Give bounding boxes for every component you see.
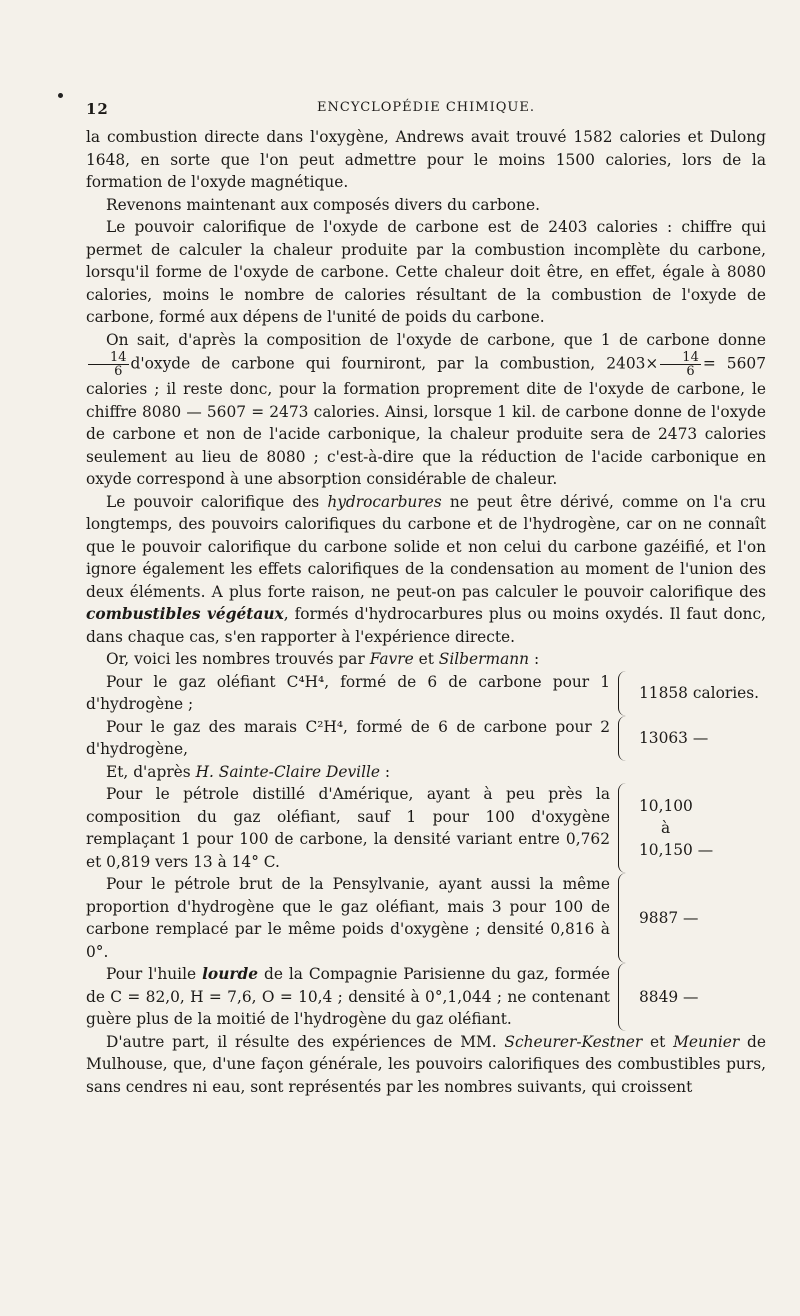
running-title: ENCYCLOPÉDIE CHIMIQUE. xyxy=(317,100,535,115)
paragraph-7: Et, d'après H. Sainte-Claire Deville : xyxy=(106,762,391,781)
brace xyxy=(618,963,633,1031)
entry-value: 13063 — xyxy=(639,729,709,747)
entry-petrole-distille xyxy=(86,783,766,873)
brace xyxy=(618,873,633,963)
paragraph-2: Revenons maintenant aux composés divers du carbone. xyxy=(106,195,540,214)
brace xyxy=(618,783,633,873)
paragraph-5: Le pouvoir calorifique des hydrocarbures ne peut être dérivé, comme on l'a cru longtemps, des pouvoirs calorifiques du carbone et de l'hydrogène, car on ne connaît que le pouvoir calorifique du carbone solide et non celui du carbone gazéifié, et l'on ignore également les effets calorifiques de la condensation au moment de l'union des deux éléments. A plus forte raison, ne peut-on pas calculer le pouvoir calorifique des combustibles végétaux, formés d'hydrocarbures plus ou moins oxydés. Il faut donc, dans chaque cas, s'en rapporter à l'expérience directe. xyxy=(86,492,766,646)
fraction-14-6: $\frac{14}{6}$ xyxy=(88,351,129,378)
term-combustibles-vegetaux: combustibles végétaux xyxy=(86,605,284,623)
author-meunier: Meunier xyxy=(673,1032,740,1051)
page xyxy=(86,100,766,1098)
entry-value: 10,100 xyxy=(639,797,693,815)
entry-huile-lourde xyxy=(86,963,766,1031)
entry-value: 9887 — xyxy=(639,909,699,927)
author-silbermann: Silbermann xyxy=(438,650,530,668)
page-number: 12 xyxy=(86,100,109,118)
paragraph-1: la combustion directe dans l'oxygène, Andrews avait trouvé 1582 calories et Dulong 1648, en sorte que l'on peut admettre pour le moins 1500 calories, lors de la formation de l'oxyde magnétique. xyxy=(86,128,766,191)
entry-value: 11858 calories. xyxy=(639,684,760,702)
author-deville: H. Sainte-Claire Deville xyxy=(195,762,381,781)
entry-gaz-oléfiant xyxy=(86,671,766,716)
paragraph-3: Le pouvoir calorifique de l'oxyde de carbone est de 2403 calories : chiffre qui permet de calculer la chaleur produite par la combustion incomplète du carbone, lorsqu'il forme de l'oxyde de carbone. Cette chaleur doit être, en effet, égale à 8080 calories, moins le nombre de calories résultant de la combustion de l'oxyde de carbone, formé aux dépens de l'unité de poids du carbone. xyxy=(86,218,766,326)
paragraph-6: Or, voici les nombres trouvés par Favre et Silbermann : xyxy=(106,650,540,668)
entry-text: Pour le pétrole distillé d'Amérique, ayant à peu près la composition du gaz oléfiant, sauf 1 pour 100 d'oxygène remplaçant 1 pour 100 de carbone, la densité variant entre 0,762 et 0,819 vers 13 à 14° C. xyxy=(86,785,610,871)
entry-text: Pour le gaz oléfiant C⁴H⁴, formé de 6 de carbone pour 1 d'hydrogène ; xyxy=(86,672,610,713)
entry-value: 8849 — xyxy=(639,987,699,1006)
p4-text-d: il reste donc, pour la formation proprement dite de l'oxyde de carbone, le chiffre 8080 — 5607 = 2473 calories. Ainsi, lorsque 1 kil. de carbone donne de l'oxyde de carbone et non de l'acide carbonique, la chaleur produite sera de 2473 calories seulement au lieu de 8080 ; c'est-à-dire que la réduction de l'acide carbonique en oxyde correspond à une absorption considérable de chaleur. xyxy=(86,380,766,488)
term-hydrocarbures: hydrocarbures xyxy=(327,492,442,511)
term-lourde: lourde xyxy=(202,965,259,983)
author-scheurer-kestner: Scheurer-Kestner xyxy=(504,1032,643,1051)
entry-text: Pour le pétrole brut de la Pensylvanie, ayant aussi la même proportion d'hydrogène que le gaz oléfiant, mais 3 pour 100 de carbone remplacé par le même poids d'oxygène ; densité 0,816 à 0°. xyxy=(86,875,610,961)
author-favre: Favre xyxy=(369,650,414,668)
running-header xyxy=(86,100,766,126)
page-mark-dot xyxy=(58,93,63,98)
p4-text-b: d'oxyde de carbone qui fourniront, par la combustion, 2403× xyxy=(130,354,659,373)
brace xyxy=(618,671,633,716)
paragraph-4 xyxy=(86,329,766,491)
fraction-14-6-b: $\frac{14}{6}$ xyxy=(660,351,701,378)
entry-text: Pour le gaz des marais C²H⁴, formé de 6 de carbone pour 2 d'hydrogène, xyxy=(86,717,610,758)
entry-petrole-brut xyxy=(86,873,766,963)
entry-gaz-des-marais xyxy=(86,716,766,761)
entry-value: 10,150 — xyxy=(639,841,714,859)
p4-text-c: = 5607 calories ; xyxy=(86,354,766,398)
paragraph-8: D'autre part, il résulte des expériences de MM. Scheurer-Kestner et Meunier de Mulhouse, que, d'une façon générale, les pouvoirs calorifiques des combustibles purs, sans cendres ni eau, sont représentés par les nombres suivants, qui croissent xyxy=(86,1032,766,1096)
entry-value-sep: à xyxy=(661,819,671,837)
entry-text: Pour l'huile lourde de la Compagnie Parisienne du gaz, formée de C = 82,0, H = 7,6, O = 10,4 ; densité à 0°,1,044 ; ne contenant guère plus de la moitié de l'hydrogène du gaz oléfiant. xyxy=(86,965,610,1028)
brace xyxy=(618,716,633,761)
p4-text-a: On sait, d'après la composition de l'oxyde de carbone, que 1 de carbone donne xyxy=(106,330,766,349)
